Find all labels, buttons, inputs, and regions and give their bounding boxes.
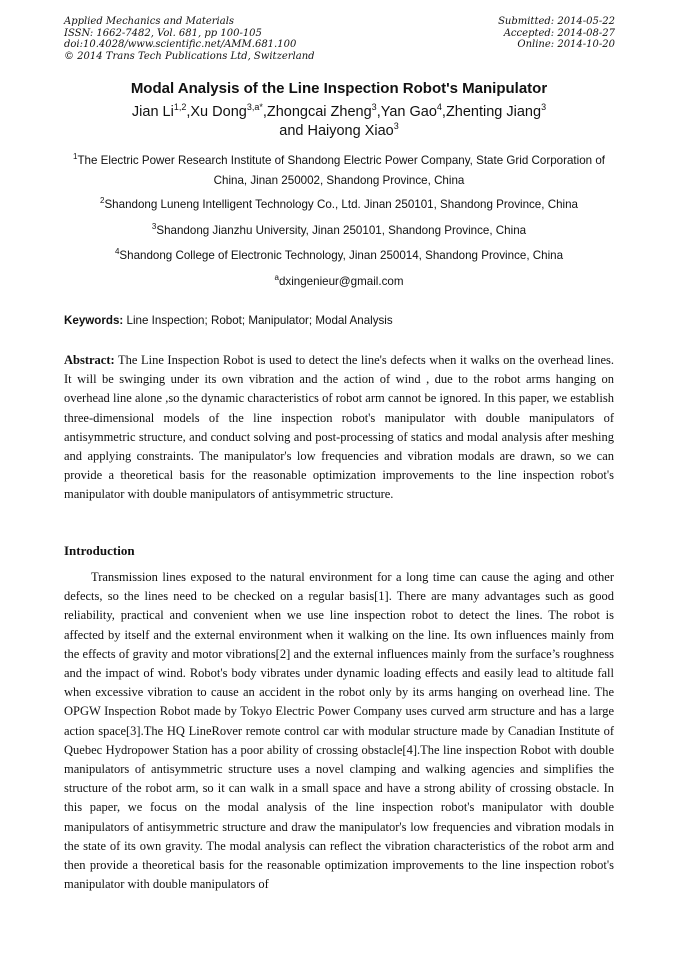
author-affil-sup: 4 bbox=[436, 102, 442, 113]
author-affil-sup: 1,2 bbox=[173, 102, 187, 113]
accepted-date: Accepted: 2014-08-27 bbox=[503, 27, 615, 39]
affiliation-text: Shandong Luneng Intelligent Technology Co., Ltd. Jinan 250101, Shandong Province, China bbox=[104, 198, 578, 211]
affiliation-text: Shandong Jianzhu University, Jinan 250101, Shandong Province, China bbox=[156, 224, 527, 237]
section-heading: Introduction bbox=[64, 543, 135, 558]
author-list bbox=[80, 103, 598, 141]
abstract-label: Abstract: bbox=[64, 353, 115, 367]
affiliation bbox=[62, 151, 616, 191]
author-separator: , bbox=[376, 104, 381, 120]
author-name: Zhongcai Zheng bbox=[266, 104, 372, 120]
author-affil-sup: 3 bbox=[371, 102, 377, 113]
journal-issn: ISSN: 1662-7482, Vol. 681, pp 100-105 bbox=[64, 27, 262, 39]
abstract bbox=[64, 351, 614, 505]
affiliation-sup: 3 bbox=[151, 222, 157, 232]
affiliation bbox=[62, 195, 616, 215]
affiliation-text: Shandong College of Electronic Technology, Jinan 250014, Shandong Province, China bbox=[119, 249, 564, 262]
keywords-line bbox=[64, 314, 393, 327]
submission-dates bbox=[498, 16, 615, 51]
keywords-text: Line Inspection; Robot; Manipulator; Modal Analysis bbox=[126, 314, 393, 327]
journal-copyright: © 2014 Trans Tech Publications Ltd, Switzerland bbox=[64, 50, 315, 62]
email-sup: a bbox=[274, 273, 279, 283]
journal-info bbox=[64, 16, 315, 62]
email bbox=[62, 272, 616, 292]
paper-title: Modal Analysis of the Line Inspection Robot's Manipulator bbox=[130, 80, 548, 97]
affiliation bbox=[62, 246, 616, 266]
author-name: Jian Li bbox=[131, 104, 174, 120]
affiliation-text: The Electric Power Research Institute of Shandong Electric Power Company, State Grid Corporation of China, Jinan 250002, Shandong Province, China bbox=[77, 154, 605, 187]
author-name: Zhenting Jiang bbox=[445, 104, 542, 120]
journal-name: Applied Mechanics and Materials bbox=[64, 16, 235, 27]
email-address[interactable]: dxingenieur@gmail.com bbox=[278, 275, 404, 288]
author-name: Yan Gao bbox=[380, 104, 437, 120]
introduction-paragraph: Transmission lines exposed to the natural environment for a long time can cause the aging and other defects, so the lines need to be checked on a regular basis[1]. There are many advantages such as good reliability, practical and convenient when we use line inspection robot to detect the lines. The robot is affected by itself and the external environment when it walking on the line. Its own influences mainly from the effects of gravity and motor vibrations[2] and the external influences mainly from the surface’s roughness and the impact of wind. Robot's body vibrates under dynamic loading effects and easily lead to altitude fall when excessive vibration to cause an accident in the robot only by its arms hanging on overhead line. The OPGW Inspection Robot made by Tokyo Electric Power Company uses curved arm structure and has a large action space[3].The HQ LineRover remote control car with modular structure made by Canadian Institute of Quebec Hydropower Station has a poor ability of crossing obstacle[4].The line inspection Robot with double manipulators of antisymmetric structure uses a novel clamping and walking agencies and simplifies the structure of the robot arm, so it can walk in a small space and have a strong ability of crossing obstacle. In this paper, we focus on the modal analysis of the line inspection robot's manipulator with double manipulators of antisymmetric structure and draw the manipulator's low frequencies and vibration modals in the state of its own gravity. The modal analysis can reflect the vibration characteristics of the robot arm and then provide a theoretical basis for the reasonable optimization improvements to the line inspection robot's manipulator with double manipulators of bbox=[64, 570, 614, 892]
submitted-date: Submitted: 2014-05-22 bbox=[498, 16, 615, 27]
affiliation-sup: 1 bbox=[72, 152, 78, 162]
affiliation bbox=[62, 221, 616, 241]
author-name: and Haiyong Xiao bbox=[279, 123, 394, 139]
author-affil-sup: 3,a* bbox=[246, 102, 263, 113]
journal-doi: doi:10.4028/www.scientific.net/AMM.681.100 bbox=[64, 39, 297, 50]
online-date: Online: 2014-10-20 bbox=[517, 39, 615, 50]
author-separator: , bbox=[186, 104, 191, 120]
author-separator: , bbox=[262, 104, 267, 120]
keywords-label: Keywords: bbox=[64, 314, 124, 327]
author-affil-sup: 3 bbox=[393, 121, 399, 132]
author-affil-sup: 3 bbox=[541, 102, 547, 113]
affiliation-sup: 4 bbox=[114, 247, 120, 257]
author-name: Xu Dong bbox=[190, 104, 247, 120]
abstract-text: The Line Inspection Robot is used to detect the line's defects when it walks on the overhead lines. It will be swinging under its own vibration and the action of wind , due to the robot arms hanging on overhead line alone ,so the dynamic characteristics of robot arm cannot be ignored. In this paper, we establish three-dimensional models of the line inspection robot's manipulator with double manipulators of antisymmetric structure, and conduct solving and post-processing of statics and modal analysis after meshing and applying constraints. The manipulator's low frequencies and vibration modals are drawn, so we can provide a theoretical basis for the reasonable optimization improvements to the line inspection robot's manipulator with double manipulators of antisymmetric structure. bbox=[64, 353, 614, 502]
author-separator: , bbox=[441, 104, 446, 120]
affiliation-sup: 2 bbox=[99, 196, 105, 206]
